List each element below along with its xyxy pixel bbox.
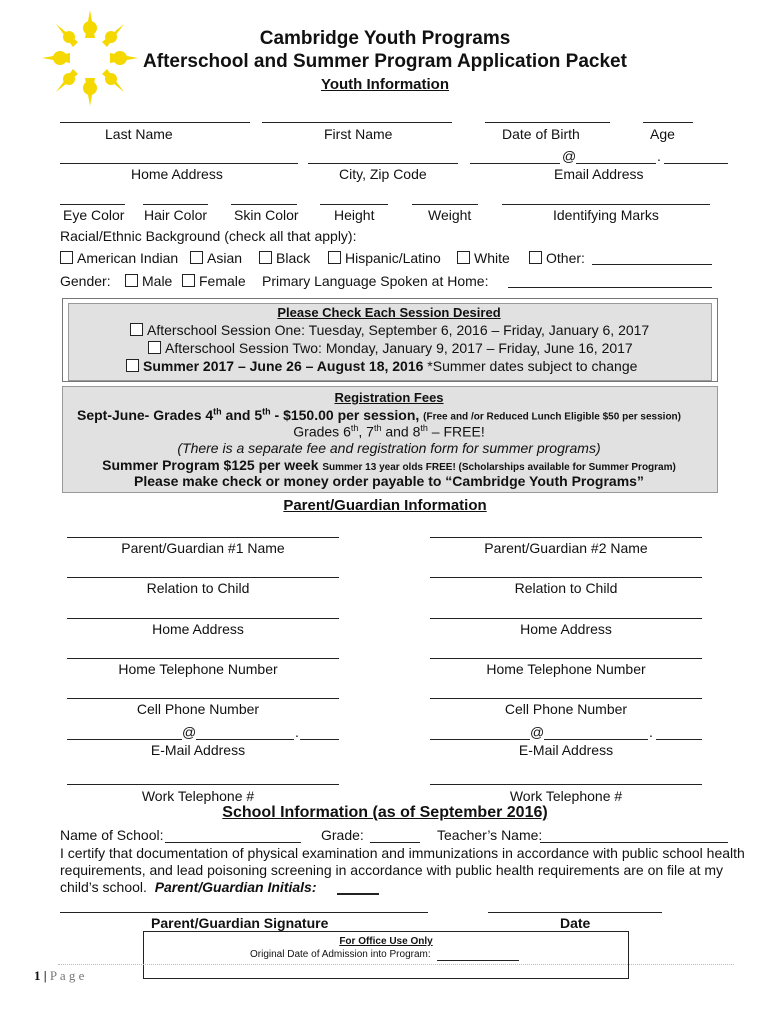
grade-field[interactable] [370,842,420,843]
session-summer[interactable]: Summer 2017 – June 26 – August 18, 2016 *Summer dates subject to change [126,358,637,374]
parent1-email-tld-field[interactable] [300,739,339,740]
home-address-field[interactable] [60,163,298,164]
first-name-field[interactable] [262,122,452,123]
height-label: Height [334,207,375,223]
parent1-work-phone-field[interactable] [67,784,339,785]
parent2-email-domain-field[interactable] [544,739,648,740]
eye-color-field[interactable] [60,204,125,205]
parent2-relation-label: Relation to Child [514,580,618,596]
checkbox-icon[interactable] [182,274,195,287]
checkbox-icon[interactable] [190,251,203,264]
date-field[interactable] [488,912,662,913]
school-name-field[interactable] [165,842,301,843]
parent2-email-at: @ [530,724,545,740]
footer-rule [58,964,734,965]
race-american-indian[interactable]: American Indian [60,250,178,266]
checkbox-icon[interactable] [529,251,542,264]
parent2-email-tld-field[interactable] [656,739,702,740]
parent1-home-phone-field[interactable] [67,658,339,659]
parent1-home-phone-label: Home Telephone Number [118,661,278,677]
admission-label: Original Date of Admission into Program: [250,949,431,960]
parent1-name-label: Parent/Guardian #1 Name [121,540,285,556]
hair-color-field[interactable] [143,204,208,205]
parent2-name-field[interactable] [430,537,702,538]
language-field[interactable] [508,287,712,288]
language-label: Primary Language Spoken at Home: [262,273,489,289]
identifying-marks-label: Identifying Marks [553,207,659,223]
fees-line2: Grades 6th, 7th and 8th – FREE! [293,423,485,440]
checkbox-icon[interactable] [125,274,138,287]
teacher-field[interactable] [540,842,728,843]
certify-line-2: requirements, and lead poisoning screening in accordance with public health requirements are on file at my [60,862,724,878]
page-number: 1 | P a g e [34,968,85,983]
email-label: Email Address [554,166,644,182]
school-name-label: Name of School: [60,827,164,843]
hair-color-label: Hair Color [144,207,208,223]
parent1-cell-field[interactable] [67,698,339,699]
session-two[interactable]: Afterschool Session Two: Monday, January 9, 2017 – Friday, June 16, 2017 [148,340,633,356]
parent1-address-label: Home Address [152,621,244,637]
skin-color-field[interactable] [231,204,297,205]
school-section-title: School Information (as of September 2016) [222,804,548,821]
parent2-address-field[interactable] [430,618,702,619]
height-field[interactable] [320,204,388,205]
email-user-field[interactable] [470,163,560,164]
teacher-label: Teacher’s Name: [437,827,543,843]
email-domain-field[interactable] [576,163,656,164]
eye-color-label: Eye Color [63,207,125,223]
fees-line3: (There is a separate fee and registration form for summer programs) [177,440,601,456]
date-label: Date [560,915,591,931]
office-title: For Office Use Only [339,936,433,947]
race-other-field[interactable] [592,264,712,265]
home-address-label: Home Address [131,166,223,182]
parent1-relation-field[interactable] [67,577,339,578]
gender-female[interactable]: Female [182,273,246,289]
parent2-work-phone-label: Work Telephone # [509,788,623,804]
parent2-home-phone-field[interactable] [430,658,702,659]
parent1-email-label: E-Mail Address [150,742,246,758]
parent2-email-dot: . [649,724,653,740]
grade-label: Grade: [321,827,364,843]
certify-line-3: child’s school. Parent/Guardian Initials: [60,879,317,895]
weight-field[interactable] [412,204,478,205]
checkbox-icon[interactable] [126,359,139,372]
fees-line1: Sept-June- Grades 4th and 5th - $150.00 per session, (Free and /or Reduced Lunch Eligible $50 per session) [77,406,681,423]
signature-label: Parent/Guardian Signature [151,915,329,931]
parent2-work-phone-field[interactable] [430,784,702,785]
parent1-email-domain-field[interactable] [196,739,294,740]
checkbox-icon[interactable] [259,251,272,264]
dob-field[interactable] [485,122,610,123]
fees-line4: Summer Program $125 per week Summer 13 year olds FREE! (Scholarships available for Summer Program) [102,457,676,473]
parent1-email-user-field[interactable] [67,739,182,740]
parent2-cell-label: Cell Phone Number [504,701,628,717]
checkbox-icon[interactable] [130,323,143,336]
last-name-label: Last Name [105,126,173,142]
parent1-work-phone-label: Work Telephone # [141,788,255,804]
youth-section-title: Youth Information [320,76,450,93]
parent1-relation-label: Relation to Child [146,580,250,596]
email-dot: . [657,148,661,164]
gender-label: Gender: [60,273,111,289]
checkbox-icon[interactable] [148,341,161,354]
page-subtitle: Afterschool and Summer Program Application Packet [143,51,627,72]
city-zip-field[interactable] [308,163,458,164]
skin-color-label: Skin Color [234,207,299,223]
age-label: Age [650,126,675,142]
parent2-address-label: Home Address [520,621,612,637]
city-zip-label: City, Zip Code [339,166,427,182]
checkbox-icon[interactable] [328,251,341,264]
race-label: Racial/Ethnic Background (check all that apply): [60,228,357,244]
identifying-marks-field[interactable] [502,204,710,205]
parent2-email-user-field[interactable] [430,739,530,740]
initials-field[interactable] [337,893,379,895]
parent2-cell-field[interactable] [430,698,702,699]
signature-field[interactable] [60,912,428,913]
email-at: @ [562,148,577,164]
race-white[interactable]: White [457,250,510,266]
parent1-email-dot: . [295,724,299,740]
dob-label: Date of Birth [502,126,580,142]
parent2-home-phone-label: Home Telephone Number [486,661,646,677]
page-title: Cambridge Youth Programs [259,28,511,49]
race-black[interactable]: Black [259,250,310,266]
gender-male[interactable]: Male [125,273,172,289]
parent2-email-label: E-Mail Address [518,742,614,758]
fees-line5: Please make check or money order payable to “Cambridge Youth Programs” [134,473,644,489]
race-asian[interactable]: Asian [190,250,242,266]
first-name-label: First Name [324,126,393,142]
parent1-name-field[interactable] [67,537,339,538]
admission-date-field[interactable] [437,960,519,961]
race-other[interactable]: Other: [529,250,585,266]
sessions-title: Please Check Each Session Desired [277,305,501,320]
age-field[interactable] [643,122,693,123]
parent1-cell-label: Cell Phone Number [136,701,260,717]
email-tld-field[interactable] [664,163,728,164]
fees-title: Registration Fees [334,390,444,405]
race-hispanic[interactable]: Hispanic/Latino [328,250,441,266]
weight-label: Weight [428,207,472,223]
parent2-relation-field[interactable] [430,577,702,578]
parent1-email-at: @ [182,724,197,740]
last-name-field[interactable] [60,122,250,123]
session-one[interactable]: Afterschool Session One: Tuesday, September 6, 2016 – Friday, January 6, 2017 [130,322,649,338]
certify-line-1: I certify that documentation of physical examination and immunizations in accordance with public school health [60,845,745,861]
checkbox-icon[interactable] [457,251,470,264]
parent-section-title: Parent/Guardian Information [283,497,487,514]
checkbox-icon[interactable] [60,251,73,264]
parent1-address-field[interactable] [67,618,339,619]
parent2-name-label: Parent/Guardian #2 Name [484,540,648,556]
